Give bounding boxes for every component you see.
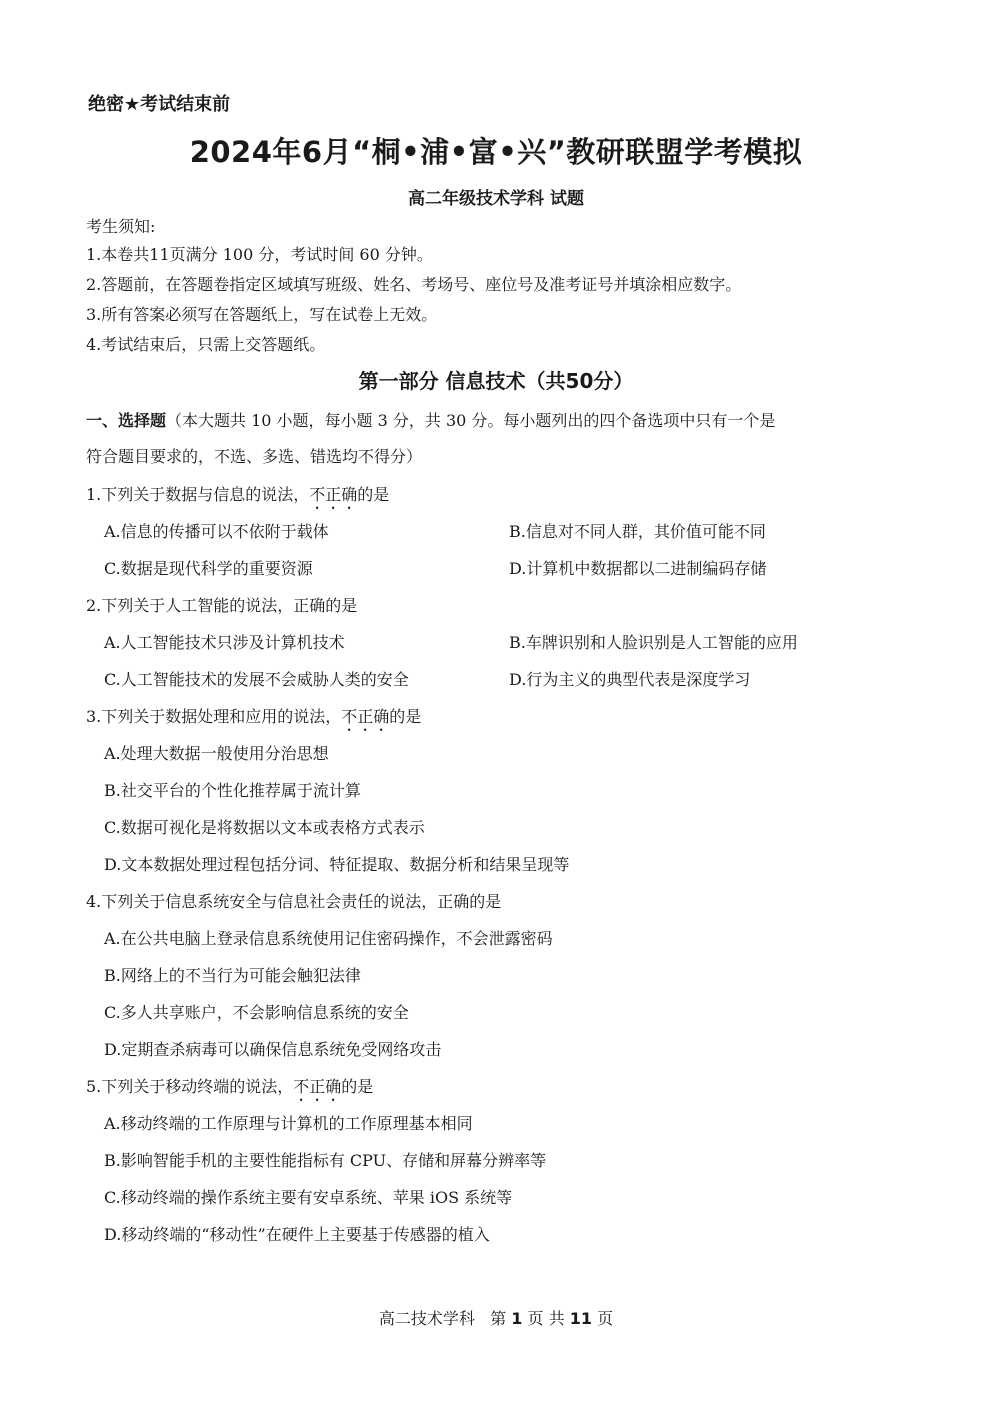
page-footer: 高二技术学科 第 1 页 共 11 页	[378, 1309, 614, 1328]
option-d: D.移动终端的“移动性”在硬件上主要基于传感器的植入	[104, 1225, 490, 1244]
option-c: C.移动终端的操作系统主要有安卓系统、苹果 iOS 系统等	[104, 1188, 513, 1207]
option-a: A.处理大数据一般使用分治思想	[104, 744, 329, 763]
section-desc: （本大题共 10 小题，每小题 3 分，共 30 分。每小题列出的四个备选项中只有一个是	[166, 411, 776, 430]
confidential-label: 绝密★考试结束前	[88, 94, 231, 115]
question-stem: 2.下列关于人工智能的说法，正确的是	[86, 596, 358, 615]
option-a: A.人工智能技术只涉及计算机技术	[104, 633, 345, 652]
question-stem: 1.下列关于数据与信息的说法，不正确的是	[86, 485, 390, 504]
option-b: B.影响智能手机的主要性能指标有 CPU、存储和屏幕分辨率等	[104, 1151, 547, 1170]
note-item: 3.所有答案必须写在答题纸上，写在试卷上无效。	[86, 305, 438, 324]
option-a: A.移动终端的工作原理与计算机的工作原理基本相同	[104, 1114, 473, 1133]
note-item: 2.答题前，在答题卷指定区域填写班级、姓名、考场号、座位号及准考证号并填涂相应数字。	[86, 275, 742, 294]
part-title: 第一部分 信息技术（共50分）	[358, 369, 634, 393]
exam-title: 2024年6月“桐•浦•富•兴”教研联盟学考模拟	[189, 135, 803, 169]
option-c: C.多人共享账户，不会影响信息系统的安全	[104, 1003, 409, 1022]
page-total: 11	[569, 1309, 592, 1328]
emphasis-text: 不正确	[341, 707, 390, 726]
exam-subtitle: 高二年级技术学科 试题	[408, 189, 584, 209]
option-b: B.社交平台的个性化推荐属于流计算	[104, 781, 361, 800]
option-d: D.计算机中数据都以二进制编码存储	[509, 559, 767, 578]
section-label: 一、选择题	[86, 411, 167, 430]
question-stem: 5.下列关于移动终端的说法，不正确的是	[86, 1077, 374, 1096]
note-item: 1.本卷共11页满分 100 分，考试时间 60 分钟。	[86, 245, 433, 264]
option-d: D.定期查杀病毒可以确保信息系统免受网络攻击	[104, 1040, 442, 1059]
note-item: 4.考试结束后，只需上交答题纸。	[86, 335, 326, 354]
option-d: D.文本数据处理过程包括分词、特征提取、数据分析和结果呈现等	[104, 855, 570, 874]
section-desc-cont: 符合题目要求的，不选、多选、错选均不得分）	[86, 447, 423, 466]
option-c: C.人工智能技术的发展不会威胁人类的安全	[104, 670, 409, 689]
emphasis-text: 不正确	[293, 1077, 342, 1096]
option-d: D.行为主义的典型代表是深度学习	[509, 670, 751, 689]
option-c: C.数据可视化是将数据以文本或表格方式表示	[104, 818, 425, 837]
emphasis-text: 不正确	[309, 485, 358, 504]
question-stem: 3.下列关于数据处理和应用的说法，不正确的是	[86, 707, 422, 726]
page-number: 1	[511, 1309, 523, 1328]
option-a: A.信息的传播可以不依附于载体	[104, 522, 329, 541]
footer-subject: 高二技术学科	[378, 1309, 475, 1328]
notes-heading: 考生须知:	[86, 217, 156, 236]
section-header	[86, 408, 775, 431]
option-b: B.车牌识别和人脸识别是人工智能的应用	[509, 633, 798, 652]
option-b: B.信息对不同人群，其价值可能不同	[509, 522, 766, 541]
option-b: B.网络上的不当行为可能会触犯法律	[104, 966, 361, 985]
question-stem: 4.下列关于信息系统安全与信息社会责任的说法，正确的是	[86, 892, 502, 911]
option-a: A.在公共电脑上登录信息系统使用记住密码操作，不会泄露密码	[104, 929, 553, 948]
option-c: C.数据是现代科学的重要资源	[104, 559, 313, 578]
